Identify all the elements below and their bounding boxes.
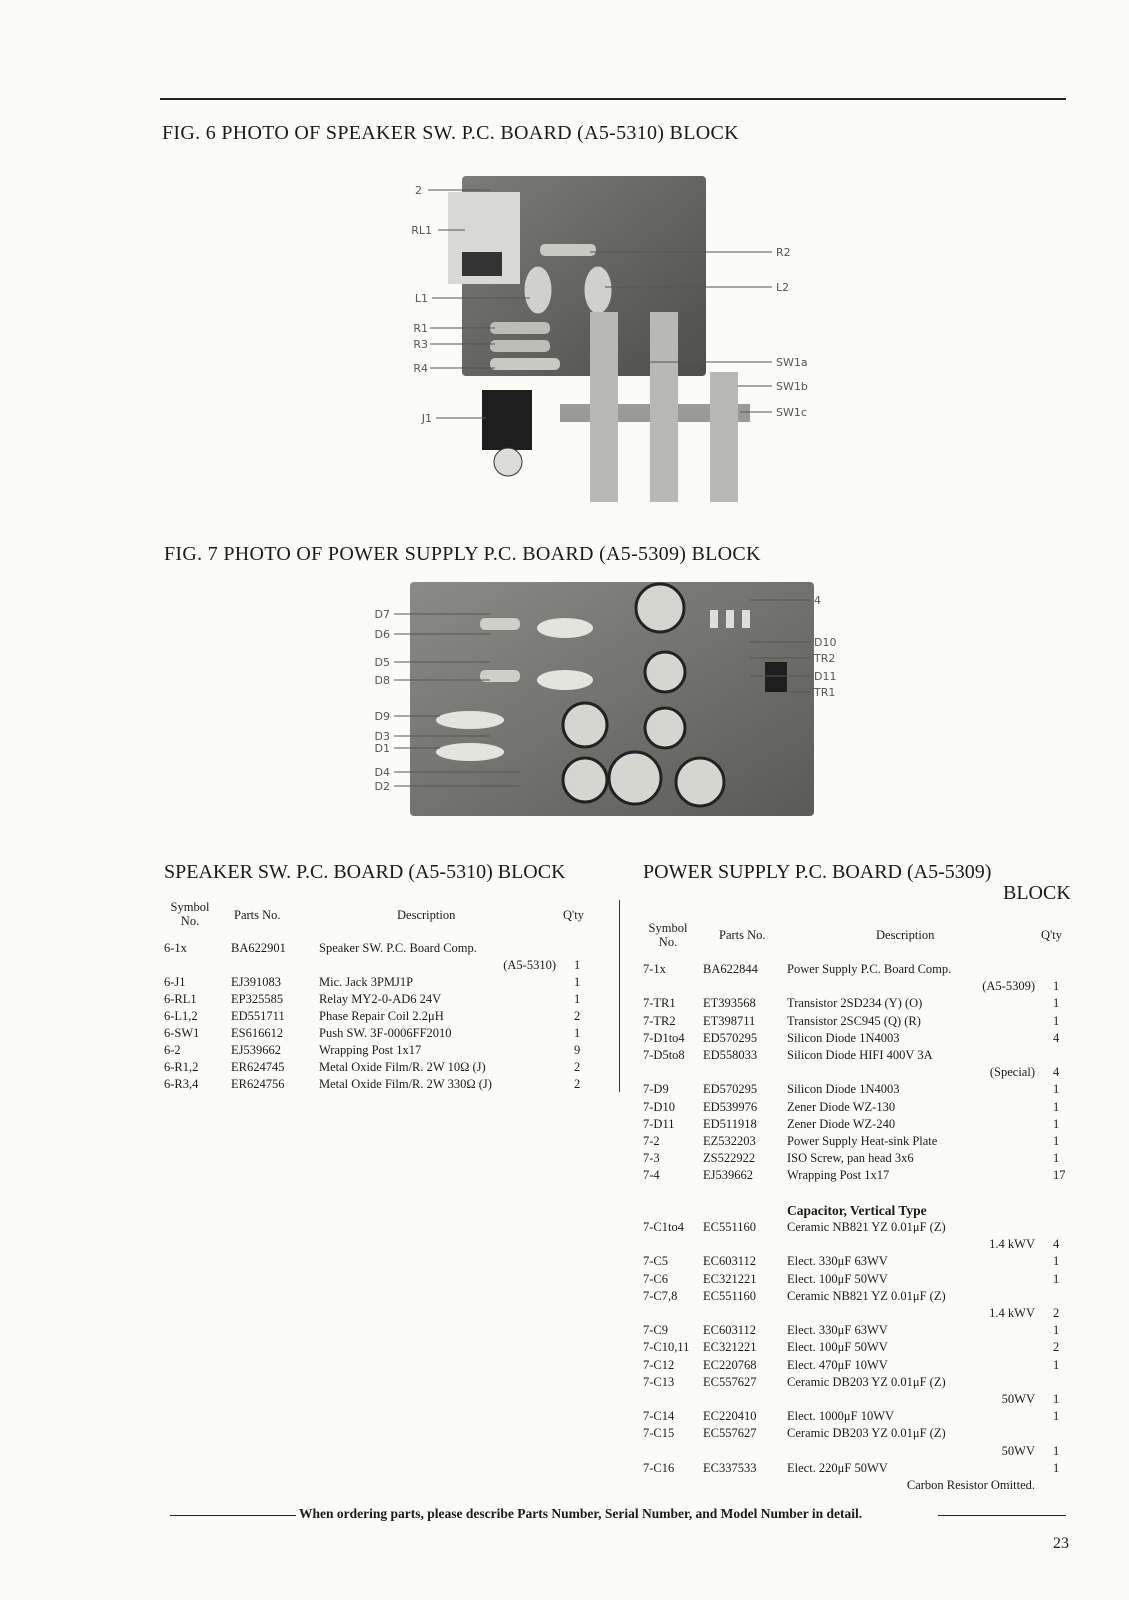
speaker-header-qty: Q'ty	[563, 908, 585, 922]
description-cell: Elect. 100μF 50WV	[787, 1340, 888, 1355]
symbol-cell: 7-D11	[643, 1116, 675, 1131]
description-cell: (A5-5309)	[982, 979, 1035, 994]
speaker-parts-table	[164, 941, 594, 1101]
symbol-cell: 7-C12	[643, 1357, 675, 1372]
fig7-callout-d5: D5	[374, 656, 390, 669]
quantity-cell: 1	[1053, 1134, 1060, 1148]
description-cell: Zener Diode WZ-130	[787, 1099, 896, 1114]
fig7-callout-d8: D8	[374, 674, 390, 687]
quantity-cell: 1	[1053, 1409, 1060, 1424]
part-number-cell: EP325585	[231, 992, 284, 1006]
part-number-cell: EC337533	[703, 1460, 757, 1475]
table-row	[643, 979, 1073, 996]
part-number-cell: ER624756	[231, 1077, 285, 1091]
symbol-cell: 6-2	[164, 1043, 181, 1057]
table-row	[643, 1014, 1073, 1031]
part-number-cell: EC321221	[703, 1271, 757, 1286]
quantity-cell: 2	[574, 1060, 581, 1074]
part-number-cell: ET393568	[703, 996, 756, 1011]
fig6-callout-sw1c: SW1c	[776, 406, 807, 419]
quantity-cell: 17	[1053, 1168, 1066, 1183]
description-cell: Ceramic NB821 YZ 0.01μF (Z)	[787, 1220, 946, 1234]
description-cell: Power Supply P.C. Board Comp.	[787, 962, 952, 976]
speaker-header-symbol: Symbol No.	[170, 900, 210, 928]
quantity-cell: 2	[1053, 1340, 1060, 1355]
quantity-cell: 1	[574, 958, 581, 972]
speaker-header-desc: Description	[397, 908, 456, 922]
speaker-table-title: SPEAKER SW. P.C. BOARD (A5-5310) BLOCK	[164, 861, 566, 883]
table-row	[643, 1220, 1073, 1237]
quantity-cell: 1	[1053, 1271, 1060, 1286]
symbol-cell: 7-C15	[643, 1426, 675, 1441]
table-row	[164, 1077, 594, 1094]
table-row	[643, 1289, 1073, 1306]
part-number-cell: EC220768	[703, 1357, 757, 1372]
symbol-cell: 7-TR2	[643, 1013, 676, 1028]
table-row	[643, 1409, 1073, 1426]
description-cell: 50WV	[1001, 1392, 1035, 1406]
description-cell: Wrapping Post 1x17	[319, 1043, 422, 1057]
description-cell: Zener Diode WZ-240	[787, 1116, 896, 1131]
table-row	[643, 1375, 1073, 1392]
table-row	[643, 1358, 1073, 1375]
ordering-note: When ordering parts, please describe Parts Number, Serial Number, and Model Number in detail.	[299, 1506, 863, 1521]
part-number-cell: EC551160	[703, 1288, 757, 1303]
quantity-cell: 1	[1053, 1357, 1060, 1372]
fig7-callout-d4: D4	[374, 766, 390, 779]
table-row	[643, 996, 1073, 1013]
description-cell: Transistor 2SD234 (Y) (O)	[787, 996, 923, 1011]
symbol-cell: 7-C14	[643, 1409, 675, 1424]
table-row	[643, 1100, 1073, 1117]
speaker-board-photo	[400, 172, 850, 512]
fig7-callout-d10: D10	[814, 636, 837, 649]
quantity-cell: 9	[574, 1043, 581, 1057]
page-number: 23	[1053, 1535, 1069, 1552]
fig6-callout-l2: L2	[776, 281, 790, 294]
description-cell: Elect. 330μF 63WV	[787, 1254, 888, 1269]
description-cell: Elect. 220μF 50WV	[787, 1460, 888, 1475]
fig7-callout-d6: D6	[374, 628, 390, 641]
symbol-cell: 7-C16	[643, 1460, 675, 1475]
table-row	[643, 1426, 1073, 1443]
quantity-cell: 1	[1053, 1082, 1060, 1097]
part-number-cell: ED570295	[703, 1082, 758, 1097]
power-header-symbol: Symbol No.	[648, 921, 688, 949]
symbol-cell: 7-D10	[643, 1099, 675, 1114]
part-number-cell: ED551711	[231, 1009, 285, 1023]
quantity-cell: 4	[1053, 1237, 1060, 1252]
symbol-cell: 7-1x	[643, 962, 666, 976]
table-row	[643, 1340, 1073, 1357]
power-supply-board-photo	[370, 580, 860, 820]
fig6-callout-l1: L1	[414, 292, 428, 305]
description-cell: Power Supply Heat-sink Plate	[787, 1134, 938, 1148]
table-row	[164, 958, 594, 975]
part-number-cell: EJ539662	[703, 1168, 753, 1183]
table-row	[164, 1026, 594, 1043]
table-row	[164, 1060, 594, 1077]
fig6-callout-r4: R4	[413, 362, 428, 375]
description-cell: Ceramic NB821 YZ 0.01μF (Z)	[787, 1288, 946, 1303]
table-row	[643, 1254, 1073, 1271]
part-number-cell: ES616612	[231, 1026, 284, 1040]
description-cell: Metal Oxide Film/R. 2W 330Ω (J)	[319, 1077, 492, 1091]
symbol-cell: 7-C5	[643, 1254, 668, 1269]
fig7-callout-d7: D7	[374, 608, 390, 621]
part-number-cell: EJ539662	[231, 1043, 281, 1057]
fig6-callout-2: 2	[415, 184, 422, 197]
description-cell: Capacitor, Vertical Type	[787, 1202, 927, 1218]
symbol-cell: 7-2	[643, 1134, 660, 1148]
power-header-desc: Description	[876, 928, 935, 942]
fig7-callout-tr1: TR1	[814, 686, 836, 699]
symbol-cell: 6-RL1	[164, 992, 197, 1006]
symbol-cell: 7-C13	[643, 1374, 675, 1389]
symbol-cell: 7-3	[643, 1151, 660, 1166]
quantity-cell: 1	[1053, 979, 1060, 994]
fig7-callout-d1: D1	[374, 742, 390, 755]
fig6-title: FIG. 6 PHOTO OF SPEAKER SW. P.C. BOARD (A5-5310) BLOCK	[162, 122, 739, 144]
table-row	[643, 1186, 1073, 1203]
table-row	[643, 1461, 1073, 1478]
description-cell: Phase Repair Coil 2.2μH	[319, 1009, 444, 1023]
quantity-cell: 1	[1053, 1254, 1060, 1269]
quantity-cell: 1	[1053, 1392, 1060, 1406]
power-parts-table	[643, 962, 1073, 1502]
column-divider	[619, 900, 620, 1092]
fig6-callout-j1: J1	[421, 412, 432, 425]
symbol-cell: 7-D5to8	[643, 1048, 685, 1062]
description-cell: 50WV	[1001, 1443, 1035, 1458]
symbol-cell: 7-D1to4	[643, 1030, 685, 1045]
symbol-cell: 6-J1	[164, 975, 186, 989]
table-row	[164, 1043, 594, 1060]
part-number-cell: ED539976	[703, 1099, 758, 1114]
part-number-cell: BA622844	[703, 962, 758, 976]
power-header-qty: Q'ty	[1041, 928, 1063, 942]
part-number-cell: BA622901	[231, 941, 286, 955]
quantity-cell: 1	[1053, 1323, 1060, 1338]
description-cell: ISO Screw, pan head 3x6	[787, 1151, 914, 1166]
part-number-cell: ED570295	[703, 1030, 758, 1045]
table-row	[643, 1151, 1073, 1168]
description-cell: Ceramic DB203 YZ 0.01μF (Z)	[787, 1374, 946, 1389]
symbol-cell: 7-D9	[643, 1082, 669, 1097]
table-row	[643, 1323, 1073, 1340]
quantity-cell: 1	[1053, 1099, 1060, 1114]
table-row	[164, 992, 594, 1009]
description-cell: Silicon Diode HIFI 400V 3A	[787, 1048, 933, 1062]
description-cell: Wrapping Post 1x17	[787, 1168, 890, 1183]
part-number-cell: EC603112	[703, 1254, 757, 1269]
description-cell: 1.4 kWV	[989, 1237, 1035, 1252]
fig7-callout-d9: D9	[374, 710, 390, 723]
description-cell: Speaker SW. P.C. Board Comp.	[319, 941, 477, 955]
table-row	[643, 1117, 1073, 1134]
fig7-callout-tr2: TR2	[814, 652, 836, 665]
symbol-cell: 6-1x	[164, 941, 187, 955]
part-number-cell: ED558033	[703, 1048, 758, 1062]
footer-rule-left	[170, 1515, 296, 1516]
top-rule	[160, 98, 1066, 100]
description-cell: Elect. 330μF 63WV	[787, 1323, 888, 1338]
table-row	[643, 1134, 1073, 1151]
quantity-cell: 1	[1053, 996, 1060, 1011]
table-row	[643, 1272, 1073, 1289]
description-cell: Silicon Diode 1N4003	[787, 1030, 900, 1045]
symbol-cell: 6-L1,2	[164, 1009, 198, 1023]
table-row	[643, 962, 1073, 979]
description-cell: Carbon Resistor Omitted.	[906, 1478, 1035, 1492]
table-row	[643, 1065, 1073, 1082]
description-cell: (A5-5310)	[503, 958, 556, 972]
description-cell: Elect. 1000μF 10WV	[787, 1409, 895, 1424]
part-number-cell: EC557627	[703, 1374, 757, 1389]
symbol-cell: 7-TR1	[643, 996, 676, 1011]
part-number-cell: EC321221	[703, 1340, 757, 1355]
table-row	[164, 1009, 594, 1026]
power-table-title: POWER SUPPLY P.C. BOARD (A5-5309)	[643, 861, 992, 883]
part-number-cell: ED511918	[703, 1116, 757, 1131]
part-number-cell: EC557627	[703, 1426, 757, 1441]
quantity-cell: 2	[574, 1009, 581, 1023]
quantity-cell: 1	[1053, 1443, 1060, 1458]
fig6-callout-r1: R1	[413, 322, 428, 335]
description-cell: Elect. 470μF 10WV	[787, 1357, 888, 1372]
fig7-callout-d3: D3	[374, 730, 390, 743]
description-cell: 1.4 kWV	[989, 1306, 1035, 1320]
description-cell: Ceramic DB203 YZ 0.01μF (Z)	[787, 1426, 946, 1441]
description-cell: Push SW. 3F-0006FF2010	[319, 1026, 452, 1040]
power-header-part: Parts No.	[719, 928, 766, 942]
table-row	[643, 1237, 1073, 1254]
part-number-cell: EC220410	[703, 1409, 757, 1424]
table-row	[643, 1444, 1073, 1461]
quantity-cell: 4	[1053, 1030, 1060, 1045]
fig7-callout-4: 4	[814, 594, 821, 607]
part-number-cell: ET398711	[703, 1013, 756, 1028]
table-row	[643, 1082, 1073, 1099]
fig6-callout-rl1: RL1	[411, 224, 432, 237]
symbol-cell: 7-C1to4	[643, 1220, 684, 1234]
table-row	[643, 1048, 1073, 1065]
footer-rule-right	[938, 1515, 1066, 1516]
table-row	[643, 1203, 1073, 1220]
symbol-cell: 6-R1,2	[164, 1060, 199, 1074]
speaker-header-part: Parts No.	[234, 908, 281, 922]
symbol-cell: 7-4	[643, 1168, 660, 1183]
description-cell: Silicon Diode 1N4003	[787, 1082, 900, 1097]
description-cell: Transistor 2SC945 (Q) (R)	[787, 1013, 921, 1028]
symbol-cell: 7-C10,11	[643, 1340, 690, 1355]
table-row	[643, 1306, 1073, 1323]
part-number-cell: EZ532203	[703, 1134, 756, 1148]
description-cell: Relay MY2-0-AD6 24V	[319, 992, 442, 1006]
description-cell: Mic. Jack 3PMJ1P	[319, 975, 414, 989]
part-number-cell: ZS522922	[703, 1151, 756, 1166]
symbol-cell: 7-C6	[643, 1271, 668, 1286]
quantity-cell: 1	[574, 975, 581, 989]
fig6-callout-r3: R3	[413, 338, 428, 351]
fig7-callout-d11: D11	[814, 670, 837, 683]
table-row	[643, 1168, 1073, 1185]
quantity-cell: 1	[1053, 1116, 1060, 1131]
power-table-title-block: BLOCK	[1003, 882, 1071, 904]
table-row	[164, 975, 594, 992]
quantity-cell: 2	[1053, 1306, 1060, 1320]
fig7-title: FIG. 7 PHOTO OF POWER SUPPLY P.C. BOARD (A5-5309) BLOCK	[164, 543, 761, 565]
quantity-cell: 1	[1053, 1460, 1060, 1475]
table-row	[643, 1392, 1073, 1409]
fig6-callout-sw1b: SW1b	[776, 380, 808, 393]
table-row	[643, 1478, 1073, 1495]
quantity-cell: 4	[1053, 1065, 1060, 1080]
symbol-cell: 6-R3,4	[164, 1077, 199, 1091]
part-number-cell: EJ391083	[231, 975, 281, 989]
quantity-cell: 1	[574, 992, 581, 1006]
fig6-callout-r2: R2	[776, 246, 791, 259]
table-row	[164, 941, 594, 958]
description-cell: Elect. 100μF 50WV	[787, 1271, 888, 1286]
fig6-callout-sw1a: SW1a	[776, 356, 808, 369]
part-number-cell: ER624745	[231, 1060, 285, 1074]
table-row	[643, 1031, 1073, 1048]
quantity-cell: 2	[574, 1077, 581, 1091]
fig7-callout-d2: D2	[374, 780, 390, 793]
symbol-cell: 7-C7,8	[643, 1288, 678, 1303]
quantity-cell: 1	[1053, 1013, 1060, 1028]
quantity-cell: 1	[1053, 1151, 1060, 1166]
part-number-cell: EC603112	[703, 1323, 757, 1338]
symbol-cell: 7-C9	[643, 1323, 668, 1338]
quantity-cell: 1	[574, 1026, 581, 1040]
description-cell: (Special)	[989, 1065, 1035, 1080]
symbol-cell: 6-SW1	[164, 1026, 200, 1040]
part-number-cell: EC551160	[703, 1220, 757, 1234]
description-cell: Metal Oxide Film/R. 2W 10Ω (J)	[319, 1060, 486, 1074]
